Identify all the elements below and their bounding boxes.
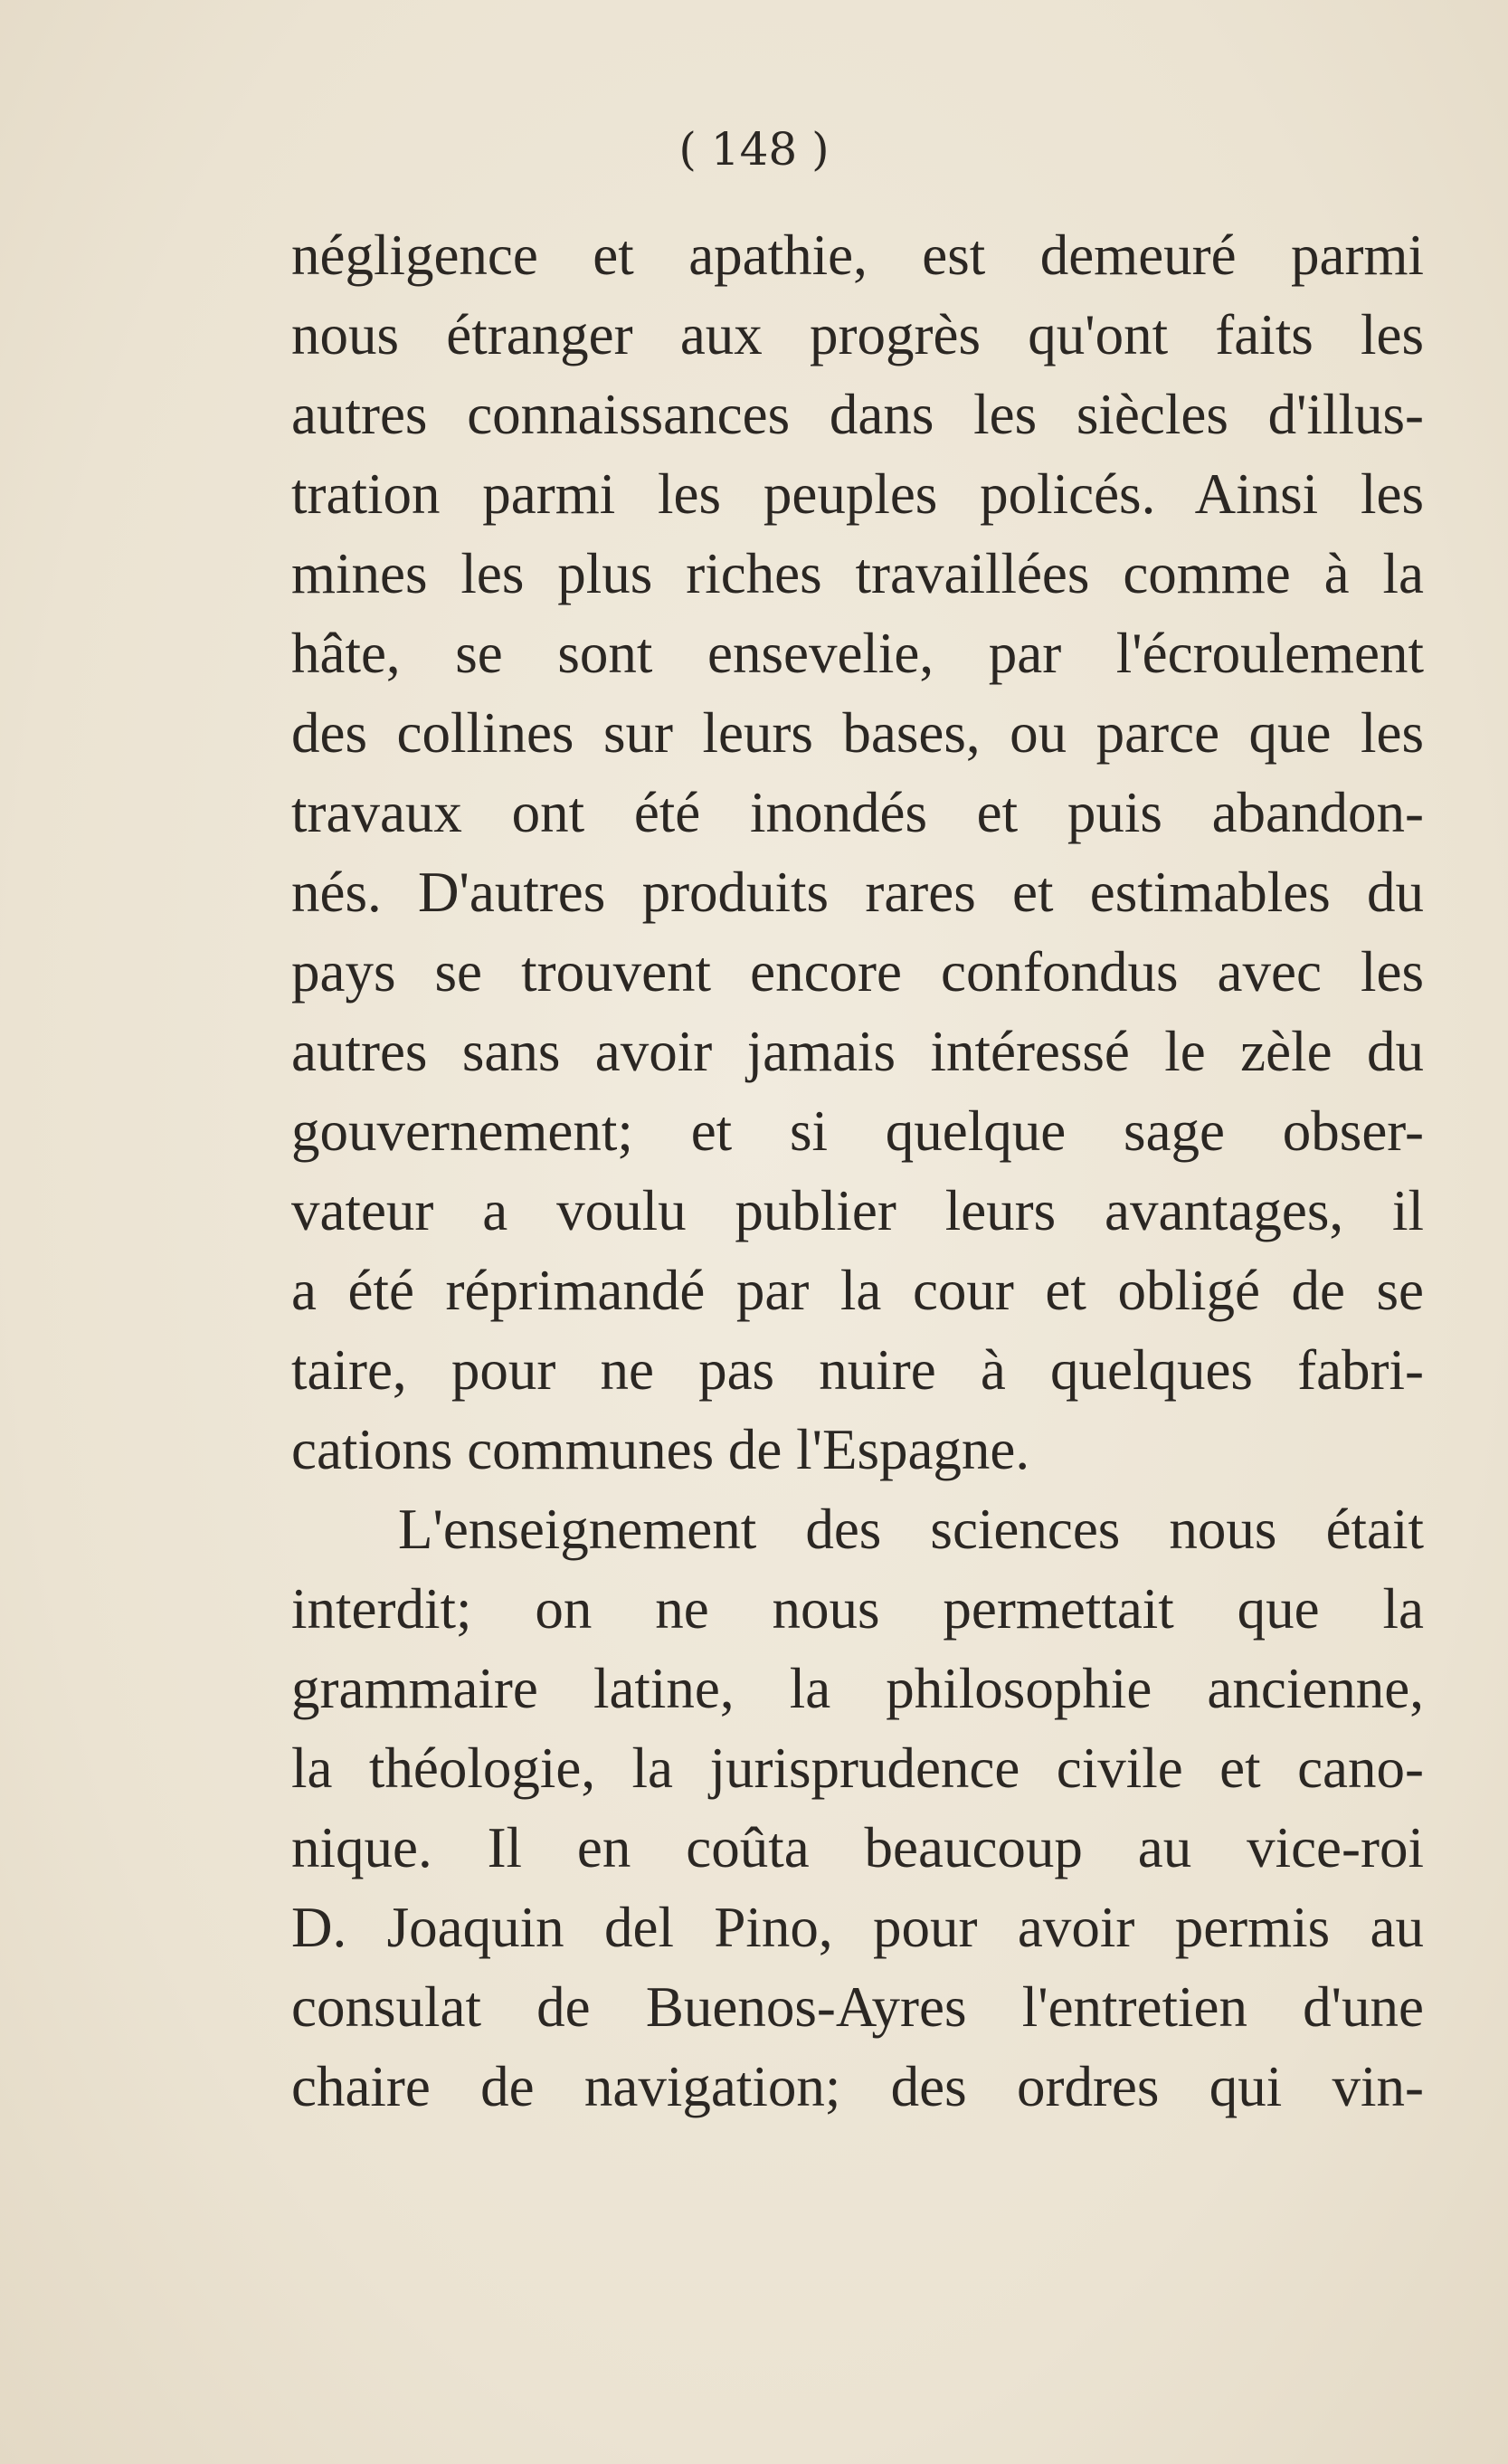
- text-line: gouvernement; et si quelque sage obser-: [291, 1099, 1424, 1163]
- text-line: a été réprimandé par la cour et obligé de se: [291, 1259, 1424, 1322]
- text-line: grammaire latine, la philosophie ancienne,: [291, 1657, 1424, 1720]
- text-line: négligence et apathie, est demeuré parmi: [291, 224, 1424, 287]
- text-line: taire, pour ne pas nuire à quelques fabri-: [291, 1338, 1424, 1402]
- text-line: travaux ont été inondés et puis abandon-: [291, 781, 1424, 844]
- text-line: mines les plus riches travaillées comme à la: [291, 542, 1424, 605]
- text-line: tration parmi les peuples policés. Ainsi les: [291, 462, 1424, 526]
- text-line: nous étranger aux progrès qu'ont faits les: [291, 303, 1424, 366]
- text-line: interdit; on ne nous permettait que la: [291, 1577, 1424, 1641]
- page-number: ( 148 ): [678, 123, 830, 176]
- text-line: chaire de navigation; des ordres qui vin-: [291, 2055, 1424, 2118]
- text-line: pays se trouvent encore confondus avec les: [291, 940, 1424, 1004]
- text-line: vateur a voulu publier leurs avantages, il: [291, 1179, 1424, 1242]
- paragraph-start-line: L'enseignement des sciences nous était: [398, 1498, 1424, 1561]
- text-line: consulat de Buenos-Ayres l'entretien d'une: [291, 1975, 1424, 2039]
- text-line: des collines sur leurs bases, ou parce que les: [291, 701, 1424, 765]
- text-line: D. Joaquin del Pino, pour avoir permis au: [291, 1896, 1424, 1959]
- text-line: autres sans avoir jamais intéressé le zèle du: [291, 1020, 1424, 1083]
- body-text: [291, 215, 1424, 2126]
- text-line: nés. D'autres produits rares et estimables du: [291, 861, 1424, 924]
- text-line: hâte, se sont ensevelie, par l'écroulement: [291, 622, 1424, 685]
- text-line: nique. Il en coûta beaucoup au vice-roi: [291, 1816, 1424, 1879]
- paragraph-end-line: cations communes de l'Espagne.: [291, 1418, 1030, 1481]
- text-line: la théologie, la jurisprudence civile et cano-: [291, 1736, 1424, 1800]
- text-line: autres connaissances dans les siècles d'illus-: [291, 383, 1424, 446]
